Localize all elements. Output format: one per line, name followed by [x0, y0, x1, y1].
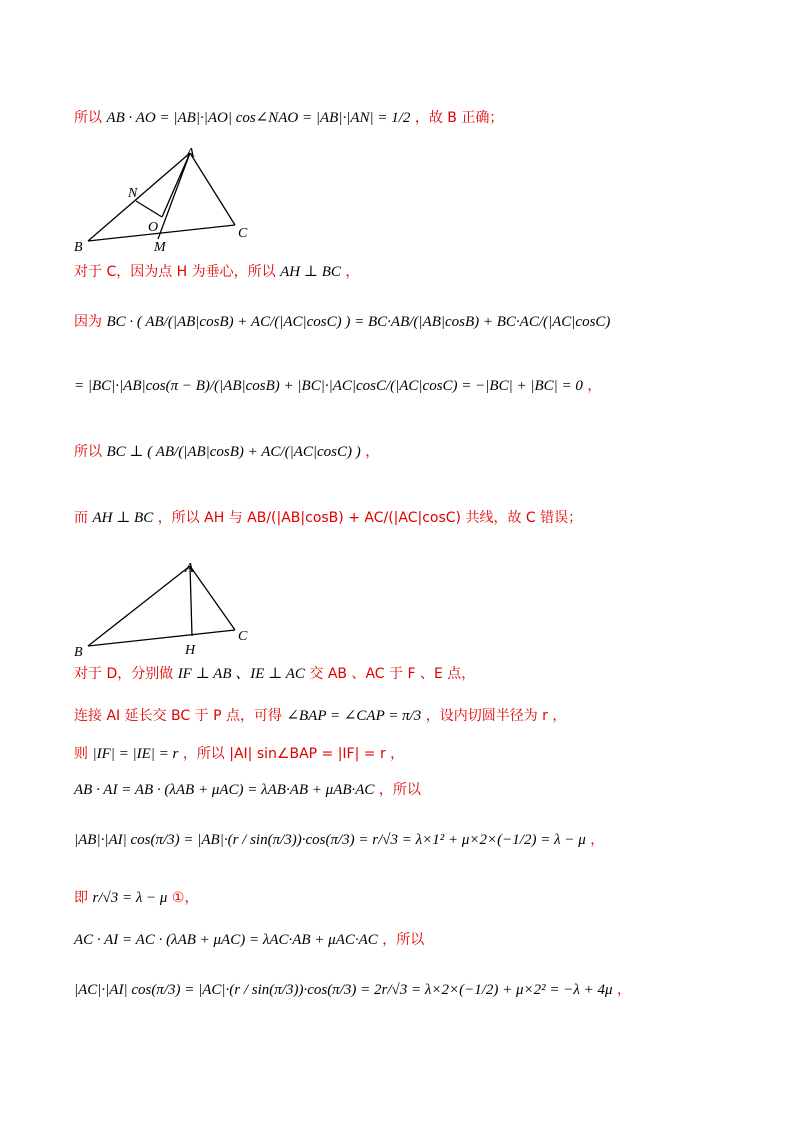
line-7-suffix: 交 AB 、AC 于 F 、E 点，: [309, 666, 476, 682]
line-4-math: = |BC|·|AB|cos(π − B)/(|AB|cosB) + |BC|·|AC|cosC/(|AC|cosC) = −|BC| + |BC| = 0: [74, 378, 583, 394]
line-2-math: AH ⊥ BC: [280, 264, 341, 280]
line-8-suffix: ，设内切圆半径为 r ，: [425, 708, 567, 724]
fig1-label-N: N: [128, 186, 138, 201]
text-line-14: [74, 980, 631, 1000]
text-line-11: [74, 830, 604, 850]
line-5-math: BC ⊥ ( AB/(|AB|cosB) + AC/(|AC|cosC) ): [106, 444, 361, 460]
line-14-suffix: ，: [616, 982, 631, 998]
text-line-6: [74, 508, 582, 528]
fig2-label-C: C: [238, 629, 248, 644]
line-8-math: ∠BAP = ∠CAP = π/3: [286, 708, 422, 724]
fig1-label-M: M: [154, 240, 166, 255]
line-1-suffix: ，故 B 正确；: [414, 110, 504, 126]
text-line-1: [74, 108, 503, 128]
text-line-4: [74, 376, 601, 396]
text-line-12: [74, 888, 198, 908]
line-8-prefix: 连接 AI 延长交 BC 于 P 点，可得: [74, 708, 282, 724]
text-line-9: [74, 744, 404, 764]
line-1-math: AB · AO = |AB|·|AO| cos∠NAO = |AB|·|AN| = 1/2: [106, 110, 411, 126]
text-line-8: [74, 706, 566, 726]
fig2-label-A: A: [185, 561, 194, 576]
line-2-suffix: ，: [345, 264, 360, 280]
fig2-label-B: B: [74, 645, 83, 658]
line-5-prefix: 所以: [74, 444, 102, 460]
line-10-math: AB · AI = AB · (λAB + μAC) = λAB·AB + μAB·AC: [74, 782, 375, 798]
line-12-suffix: ①，: [171, 890, 199, 906]
line-5-suffix: ，: [365, 444, 380, 460]
fig2-label-H: H: [185, 643, 196, 658]
line-10-suffix: ，所以: [378, 782, 421, 798]
line-9-prefix: 则: [74, 746, 88, 762]
line-7-prefix: 对于 D，分别做: [74, 666, 174, 682]
text-line-3: [74, 312, 610, 332]
triangle-figure-2: [70, 558, 270, 658]
text-line-13: [74, 930, 424, 950]
line-7-math: IF ⊥ AB 、IE ⊥ AC: [177, 666, 305, 682]
line-6-prefix: 而: [74, 510, 88, 526]
fig1-label-O: O: [148, 220, 159, 235]
line-2-prefix: 对于 C，因为点 H 为垂心，所以: [74, 264, 276, 280]
text-line-2: [74, 262, 359, 282]
text-line-7: [74, 664, 475, 684]
fig1-label-A: A: [186, 146, 195, 161]
line-14-math: |AC|·|AI| cos(π/3) = |AC|·(r / sin(π/3))·cos(π/3) = 2r/√3 = λ×2×(−1/2) + μ×2² = −λ + 4μ: [74, 982, 613, 998]
line-9-suffix: ，所以 |AI| sin∠BAP = |IF| = r ，: [182, 746, 405, 762]
fig1-label-B: B: [74, 240, 83, 255]
fig1-label-C: C: [238, 226, 248, 241]
line-9-math: |IF| = |IE| = r: [92, 746, 179, 762]
line-11-math: |AB|·|AI| cos(π/3) = |AB|·(r / sin(π/3))·cos(π/3) = r/√3 = λ×1² + μ×2×(−1/2) = λ − μ: [74, 832, 586, 848]
line-13-suffix: ，所以: [382, 932, 425, 948]
line-1-prefix: 所以: [74, 110, 102, 126]
line-11-suffix: ，: [590, 832, 605, 848]
line-6-suffix: ，所以 AH 与 AB/(|AB|cosB) + AC/(|AC|cosC) 共线，故 C 错误；: [157, 510, 583, 526]
line-4-suffix: ，: [587, 378, 602, 394]
line-3-math: BC · ( AB/(|AB|cosB) + AC/(|AC|cosC) ) = BC·AB/(|AB|cosB) + BC·AC/(|AC|cosC): [106, 314, 611, 330]
line-12-prefix: 即: [74, 890, 88, 906]
line-13-math: AC · AI = AC · (λAB + μAC) = λAC·AB + μAC·AC: [74, 932, 378, 948]
line-6-math: AH ⊥ BC: [92, 510, 154, 526]
line-12-math: r/√3 = λ − μ: [92, 890, 168, 906]
line-3-prefix: 因为: [74, 314, 102, 330]
text-line-5: [74, 442, 379, 462]
triangle-figure-1: [70, 145, 270, 255]
text-line-10: [74, 780, 421, 800]
